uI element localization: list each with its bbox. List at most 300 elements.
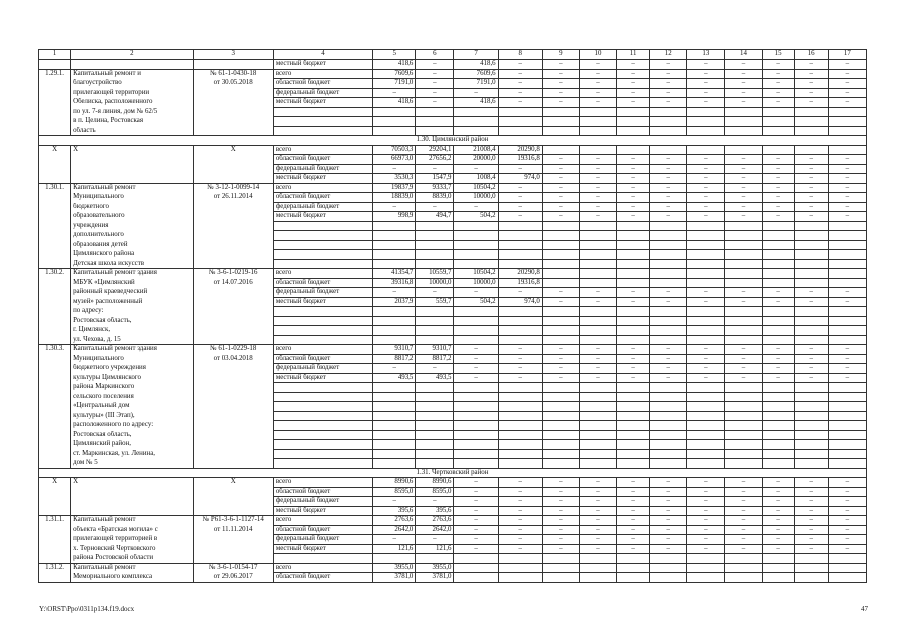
document-number (193, 240, 273, 250)
value-col-6: 8990,6 (416, 478, 454, 488)
value-col-7: – (454, 373, 498, 383)
funding-source: местный бюджет (273, 544, 372, 554)
object-name: бюджетного учреждения (71, 364, 193, 374)
value-col-17 (828, 563, 866, 573)
value-col-5: 18839,0 (373, 193, 416, 203)
value-col-15: – (762, 288, 794, 298)
value-col-14: – (725, 155, 762, 165)
funding-source (273, 326, 372, 336)
value-col-15 (762, 402, 794, 412)
document-number (193, 411, 273, 421)
value-col-10 (579, 573, 616, 583)
row-number (39, 383, 71, 393)
value-col-6: – (416, 364, 454, 374)
value-col-6 (416, 392, 454, 402)
value-col-17 (828, 449, 866, 459)
value-col-12 (650, 411, 687, 421)
value-col-9 (542, 554, 579, 564)
table-row (39, 98, 867, 108)
value-col-5: 418,6 (373, 60, 416, 70)
value-col-6 (416, 316, 454, 326)
value-col-9 (542, 430, 579, 440)
row-number (39, 288, 71, 298)
value-col-8 (498, 107, 542, 117)
value-col-15 (762, 459, 794, 469)
object-name: Ростовская область, (71, 316, 193, 326)
value-col-14: – (725, 345, 762, 355)
value-col-12: – (650, 354, 687, 364)
object-name: Капитальный ремонт здания (71, 345, 193, 355)
value-col-16: – (794, 525, 828, 535)
value-col-12 (650, 335, 687, 345)
value-col-8: – (498, 478, 542, 488)
object-name: ст. Маркинская, ул. Ленина, (71, 449, 193, 459)
value-col-16: – (794, 487, 828, 497)
value-col-14 (725, 231, 762, 241)
value-col-6: 8595,0 (416, 487, 454, 497)
funding-source: федеральный бюджет (273, 497, 372, 507)
value-col-5 (373, 440, 416, 450)
value-col-6: – (416, 497, 454, 507)
value-col-15: – (762, 69, 794, 79)
table-row (39, 183, 867, 193)
value-col-8: – (498, 288, 542, 298)
value-col-8: – (498, 544, 542, 554)
table-row (39, 411, 867, 421)
value-col-9 (542, 392, 579, 402)
value-col-13 (687, 573, 725, 583)
value-col-5: 493,5 (373, 373, 416, 383)
value-col-7 (454, 440, 498, 450)
table-row (39, 60, 867, 70)
value-col-9: – (542, 174, 579, 184)
document-number: от 29.06.2017 (193, 573, 273, 583)
object-name: ул. Чехова, д. 15 (71, 335, 193, 345)
value-col-15: – (762, 183, 794, 193)
value-col-13: – (687, 544, 725, 554)
value-col-16 (794, 269, 828, 279)
value-col-10 (579, 563, 616, 573)
value-col-15 (762, 554, 794, 564)
value-col-6 (416, 221, 454, 231)
value-col-7 (454, 421, 498, 431)
value-col-17 (828, 573, 866, 583)
value-col-10: – (579, 202, 616, 212)
value-col-10 (579, 411, 616, 421)
value-col-17: – (828, 79, 866, 89)
value-col-5 (373, 421, 416, 431)
value-col-5: – (373, 535, 416, 545)
value-col-10 (579, 326, 616, 336)
value-col-8: – (498, 98, 542, 108)
value-col-17: – (828, 212, 866, 222)
value-col-13: – (687, 535, 725, 545)
document-number (193, 117, 273, 127)
value-col-7 (454, 573, 498, 583)
table-row (39, 535, 867, 545)
value-col-9: – (542, 345, 579, 355)
value-col-10 (579, 250, 616, 260)
row-number (39, 459, 71, 469)
object-name: благоустройство (71, 79, 193, 89)
row-number: 1.31.2. (39, 563, 71, 573)
value-col-13: – (687, 212, 725, 222)
table-row (39, 525, 867, 535)
value-col-14: – (725, 212, 762, 222)
value-col-15 (762, 221, 794, 231)
value-col-16 (794, 573, 828, 583)
object-name: область (71, 126, 193, 136)
document-number (193, 506, 273, 516)
funding-source (273, 440, 372, 450)
document-number: X (193, 145, 273, 155)
value-col-15: – (762, 487, 794, 497)
value-col-6: 121,6 (416, 544, 454, 554)
value-col-8 (498, 411, 542, 421)
funding-source (273, 402, 372, 412)
document-number: от 30.05.2018 (193, 79, 273, 89)
value-col-16: – (794, 364, 828, 374)
value-col-13 (687, 449, 725, 459)
value-col-8 (498, 316, 542, 326)
value-col-11: – (617, 364, 650, 374)
row-number: 1.30.1. (39, 183, 71, 193)
value-col-9 (542, 126, 579, 136)
value-col-5 (373, 326, 416, 336)
value-col-15: – (762, 60, 794, 70)
table-row (39, 193, 867, 203)
row-number (39, 231, 71, 241)
value-col-12 (650, 563, 687, 573)
value-col-6: 2763,6 (416, 516, 454, 526)
value-col-12: – (650, 79, 687, 89)
value-col-14: – (725, 487, 762, 497)
value-col-6 (416, 430, 454, 440)
object-name: Ростовская область, (71, 430, 193, 440)
value-col-12 (650, 231, 687, 241)
value-col-15: – (762, 373, 794, 383)
value-col-17 (828, 326, 866, 336)
value-col-6: 10000,0 (416, 278, 454, 288)
value-col-17: – (828, 516, 866, 526)
value-col-8: – (498, 364, 542, 374)
value-col-11 (617, 126, 650, 136)
object-name: культуры» (III Этап), (71, 411, 193, 421)
value-col-17: – (828, 364, 866, 374)
value-col-9 (542, 221, 579, 231)
value-col-9 (542, 117, 579, 127)
value-col-15: – (762, 88, 794, 98)
value-col-13: – (687, 364, 725, 374)
value-col-14 (725, 402, 762, 412)
table-row (39, 402, 867, 412)
object-name: Капитальный ремонт (71, 516, 193, 526)
object-name: Капитальный ремонт (71, 183, 193, 193)
value-col-12 (650, 554, 687, 564)
value-col-12: – (650, 98, 687, 108)
value-col-8: – (498, 69, 542, 79)
column-header-4: 4 (273, 50, 372, 60)
value-col-7 (454, 316, 498, 326)
value-col-11 (617, 392, 650, 402)
value-col-12 (650, 278, 687, 288)
table-row (39, 478, 867, 488)
value-col-8 (498, 459, 542, 469)
value-col-11 (617, 430, 650, 440)
value-col-10: – (579, 79, 616, 89)
value-col-17 (828, 269, 866, 279)
value-col-17: – (828, 544, 866, 554)
value-col-6: 29204,1 (416, 145, 454, 155)
value-col-10: – (579, 88, 616, 98)
value-col-8: 20290,8 (498, 145, 542, 155)
value-col-11: – (617, 164, 650, 174)
row-number (39, 497, 71, 507)
value-col-5: 3955,0 (373, 563, 416, 573)
value-col-16 (794, 392, 828, 402)
value-col-17: – (828, 487, 866, 497)
value-col-17 (828, 221, 866, 231)
value-col-17: – (828, 497, 866, 507)
value-col-16 (794, 231, 828, 241)
value-col-9 (542, 250, 579, 260)
value-col-8: 20290,8 (498, 269, 542, 279)
table-row (39, 240, 867, 250)
object-name: района Маркинского (71, 383, 193, 393)
value-col-9 (542, 107, 579, 117)
funding-source (273, 335, 372, 345)
value-col-6: – (416, 88, 454, 98)
value-col-5: – (373, 364, 416, 374)
value-col-17 (828, 126, 866, 136)
value-col-13 (687, 126, 725, 136)
value-col-16 (794, 383, 828, 393)
value-col-14: – (725, 193, 762, 203)
value-col-8: 19316,8 (498, 278, 542, 288)
table-row (39, 554, 867, 564)
table-row (39, 364, 867, 374)
value-col-6: – (416, 79, 454, 89)
value-col-10: – (579, 164, 616, 174)
value-col-14: – (725, 288, 762, 298)
document-number (193, 98, 273, 108)
value-col-11: – (617, 535, 650, 545)
value-col-10 (579, 392, 616, 402)
value-col-9 (542, 563, 579, 573)
value-col-6 (416, 126, 454, 136)
value-col-11: – (617, 202, 650, 212)
value-col-5: – (373, 202, 416, 212)
value-col-6: – (416, 288, 454, 298)
value-col-14: – (725, 506, 762, 516)
document-number (193, 430, 273, 440)
value-col-10 (579, 459, 616, 469)
value-col-5: 3530,3 (373, 174, 416, 184)
value-col-8: – (498, 60, 542, 70)
value-col-5 (373, 126, 416, 136)
value-col-12: – (650, 174, 687, 184)
value-col-8: – (498, 88, 542, 98)
value-col-6 (416, 250, 454, 260)
row-number (39, 126, 71, 136)
value-col-13 (687, 240, 725, 250)
value-col-15 (762, 307, 794, 317)
value-col-13: – (687, 288, 725, 298)
value-col-8: – (498, 202, 542, 212)
value-col-10: – (579, 373, 616, 383)
value-col-8: 974,0 (498, 174, 542, 184)
value-col-16 (794, 563, 828, 573)
value-col-15: – (762, 297, 794, 307)
value-col-10 (579, 278, 616, 288)
value-col-7: 20000,0 (454, 155, 498, 165)
object-name: образовательного (71, 212, 193, 222)
table-header (39, 50, 867, 60)
value-col-15: – (762, 98, 794, 108)
value-col-6: 8817,2 (416, 354, 454, 364)
value-col-5: 395,6 (373, 506, 416, 516)
row-number (39, 164, 71, 174)
value-col-5: 19837,9 (373, 183, 416, 193)
funding-source: федеральный бюджет (273, 364, 372, 374)
value-col-5: – (373, 164, 416, 174)
value-col-17 (828, 440, 866, 450)
value-col-10: – (579, 288, 616, 298)
table-row (39, 573, 867, 583)
document-number: от 03.04.2018 (193, 354, 273, 364)
funding-source (273, 240, 372, 250)
value-col-13: – (687, 202, 725, 212)
value-col-8 (498, 449, 542, 459)
value-col-17 (828, 145, 866, 155)
value-col-16 (794, 326, 828, 336)
column-header-7: 7 (454, 50, 498, 60)
row-number (39, 98, 71, 108)
value-col-9: – (542, 212, 579, 222)
value-col-16: – (794, 497, 828, 507)
value-col-17 (828, 402, 866, 412)
value-col-9 (542, 259, 579, 269)
value-col-14 (725, 449, 762, 459)
value-col-10 (579, 421, 616, 431)
table-row (39, 497, 867, 507)
value-col-7: 7191,0 (454, 79, 498, 89)
value-col-15 (762, 117, 794, 127)
row-number (39, 573, 71, 583)
value-col-10: – (579, 487, 616, 497)
value-col-13 (687, 316, 725, 326)
table-row (39, 231, 867, 241)
value-col-12 (650, 440, 687, 450)
value-col-8 (498, 240, 542, 250)
value-col-12 (650, 126, 687, 136)
value-col-14 (725, 269, 762, 279)
value-col-15 (762, 231, 794, 241)
row-number (39, 430, 71, 440)
value-col-10 (579, 117, 616, 127)
table-row (39, 79, 867, 89)
funding-source: всего (273, 516, 372, 526)
row-number (39, 411, 71, 421)
value-col-16 (794, 126, 828, 136)
value-col-9: – (542, 373, 579, 383)
value-col-9: – (542, 193, 579, 203)
value-col-6 (416, 421, 454, 431)
row-number (39, 554, 71, 564)
value-col-16: – (794, 297, 828, 307)
funding-source: местный бюджет (273, 174, 372, 184)
value-col-16 (794, 411, 828, 421)
value-col-13 (687, 563, 725, 573)
value-col-11 (617, 231, 650, 241)
document-number (193, 459, 273, 469)
value-col-12: – (650, 525, 687, 535)
value-col-17: – (828, 164, 866, 174)
row-number (39, 487, 71, 497)
value-col-5: 39316,8 (373, 278, 416, 288)
row-number (39, 117, 71, 127)
value-col-12: – (650, 212, 687, 222)
object-name: района Ростовской области (71, 554, 193, 564)
object-name: Обелиска, расположенного (71, 98, 193, 108)
value-col-12: – (650, 193, 687, 203)
value-col-11 (617, 221, 650, 231)
value-col-15: – (762, 174, 794, 184)
value-col-9 (542, 269, 579, 279)
value-col-6: 9333,7 (416, 183, 454, 193)
document-number (193, 88, 273, 98)
value-col-10: – (579, 345, 616, 355)
value-col-8 (498, 117, 542, 127)
value-col-9 (542, 440, 579, 450)
funding-source (273, 421, 372, 431)
value-col-10 (579, 316, 616, 326)
value-col-11: – (617, 88, 650, 98)
object-name: сельского поселения (71, 392, 193, 402)
value-col-12: – (650, 487, 687, 497)
object-name: Цимлянский район, (71, 440, 193, 450)
row-number (39, 297, 71, 307)
value-col-14 (725, 117, 762, 127)
row-number (39, 326, 71, 336)
value-col-12 (650, 145, 687, 155)
object-name: дополнительного (71, 231, 193, 241)
table-row (39, 459, 867, 469)
value-col-6: 494,7 (416, 212, 454, 222)
row-number (39, 60, 71, 70)
value-col-11 (617, 269, 650, 279)
value-col-13 (687, 326, 725, 336)
funding-source (273, 430, 372, 440)
row-number (39, 525, 71, 535)
value-col-15 (762, 107, 794, 117)
value-col-15 (762, 430, 794, 440)
value-col-15: – (762, 544, 794, 554)
value-col-13: – (687, 497, 725, 507)
value-col-7 (454, 449, 498, 459)
value-col-11: – (617, 373, 650, 383)
value-col-5: 41354,7 (373, 269, 416, 279)
value-col-8: – (498, 487, 542, 497)
funding-source: всего (273, 345, 372, 355)
value-col-12: – (650, 183, 687, 193)
column-header-5: 5 (373, 50, 416, 60)
value-col-7: – (454, 544, 498, 554)
value-col-11 (617, 440, 650, 450)
table-row (39, 316, 867, 326)
value-col-15 (762, 573, 794, 583)
column-header-13: 13 (687, 50, 725, 60)
